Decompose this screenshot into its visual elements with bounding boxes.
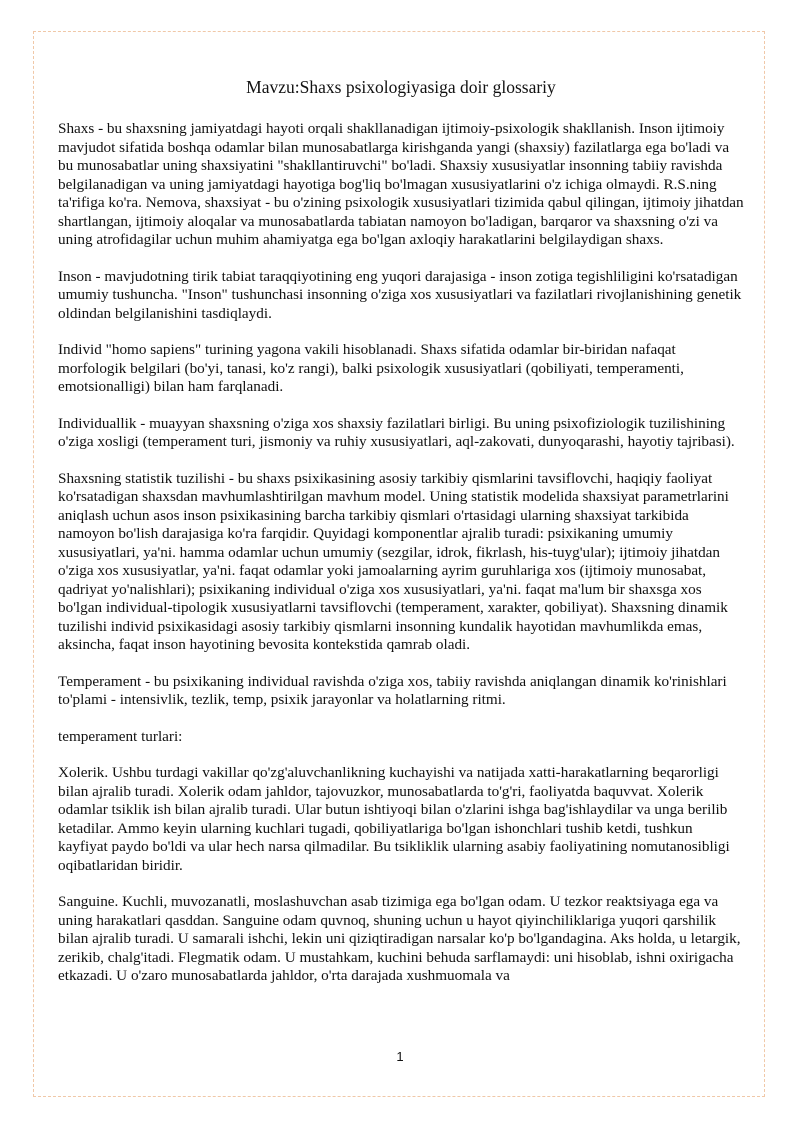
document-body: [58, 74, 744, 1004]
paragraph-individ: Individ "homo sapiens" turining yagona vakili hisoblanadi. Shaxs sifatida odamlar bir-biridan nafaqat morfologik belgilari (bo'yi, tanasi, ko'z rangi), balki psixologik xususiyatlari (qobiliyati, temperamenti, emotsionalligi) bilan ham farqlanadi.: [58, 341, 684, 395]
paragraph-individuallik: Individuallik - muayyan shaxsning o'ziga xos shaxsiy fazilatlari birligi. Bu uning psixofiziologik tuzilishining o'ziga xosligi (temperament turi, jismoniy va ruhiy xususiyatlari, aql-zakovati, dunyoqarashi, hayotiy tajribasi).: [58, 414, 735, 450]
paragraph-inson: Inson - mavjudotning tirik tabiat taraqqiyotining eng yuqori darajasiga - inson zotiga tegishliligini ko'rsatadigan umumiy tushuncha. "Inson" tushunchasi insonning o'ziga xos xususiyatlari va fazilatlari rivojlanishining genetik oldindan belgilanishini tasdiqlaydi.: [58, 267, 742, 322]
paragraph-sanguine: Sanguine. Kuchli, muvozanatli, moslashuvchan asab tizimiga ega bo'lgan odam. U tezkor reaktsiyaga ega va uning harakatlari qasddan. Sanguine odam quvnoq, shuning uchun u hayot qiyinchiliklariga yuqori qarshilik bilan ajralib turadi. U samarali ishchi, lekin uni qiziqtiradigan narsalar ko'p bo'lgandagina. Aks holda, u letargik, zerikib, chalg'itadi. Flegmatik odam. U mustahkam, kuchini behuda sarflamaydi: uni hisoblab, ishni oxirigacha etkazadi. U o'zaro munosabatlarda jahldor, o'rta darajada xushmuomala va: [58, 893, 741, 984]
page-number: 1: [396, 1049, 404, 1064]
paragraph-xolerik: Xolerik. Ushbu turdagi vakillar qo'zg'aluvchanlikning kuchayishi va natijada xatti-harakatlarning beqarorligi bilan ajralib turadi. Xolerik odam jahldor, tajovuzkor, munosabatlarda to'g'ri, faoliyatda baquvvat. Xolerik odamlar tsiklik ish bilan ajralib turadi. Ular butun ishtiyoqi bilan o'zlarini ishga bag'ishlaydilar va unga berilib ketadilar. Ammo keyin ularning kuchlari tugadi, qobiliyatlariga bo'lgan ishonchlari tushib ketdi, tushkun kayfiyat paydo bo'ldi va ular hech narsa qilmadilar. Bu tsikliklik ularning asabiy faoliyatining nomutanosibligi oqibatlaridan biridir.: [58, 764, 730, 874]
paragraph-statistik-tuzilish: Shaxsning statistik tuzilishi - bu shaxs psixikasining asosiy tarkibiy qismlarini tavsiflovchi, haqiqiy faoliyat ko'rsatadigan shaxsdan mavhumlashtirilgan mavhum model. Uning statistik modelida shaxsiyat parametrlarini aniqlash uchun asos inson psixikasining barcha tarkibiy qismlari o'rtasidagi ularning shaxsiyat tarkibida namoyon bo'lish darajasiga ko'ra farqidir. Quyidagi komponentlar ajralib turadi: psixikaning umumiy xususiyatlari, ya'ni. hamma odamlar uchun umumiy (sezgilar, idrok, fikrlash, his-tuyg'ular); ijtimoiy jihatdan o'ziga xos xususiyatlar, ya'ni. faqat odamlar yoki jamoalarning ayrim guruhlariga xos (ijtimoiy munosabat, qadriyat yo'nalishlari); psixikaning individual o'ziga xos xususiyatlari, ya'ni. faqat ma'lum bir shaxsga xos bo'lgan individual-tipologik xususiyatlarni tavsiflovchi (temperament, xarakter, qobiliyat). Shaxsning dinamik tuzilishi individ psixikasidagi asosiy tarkibiy qismlarni insonning kundalik hayotidan mavhumlikda emas, aksincha, faqat inson hayotining bevosita kontekstida qamrab oladi.: [58, 469, 729, 653]
paragraph-temperament-turlari: temperament turlari:: [58, 727, 183, 745]
paragraph-temperament: Temperament - bu psixikaning individual ravishda o'ziga xos, tabiiy ravishda aniqlangan dinamik ko'rinishlari to'plami - intensivlik, tezlik, temp, psixik jarayonlar va holatlarning ritmi.: [58, 672, 727, 708]
paragraph-shaxs: Shaxs - bu shaxsning jamiyatdagi hayoti orqali shakllanadigan ijtimoiy-psixologik shakllanish. Inson ijtimoiy mavjudot sifatida boshqa odamlar bilan munosabatlarga kirishganda yangi (shaxsiy) fazilatlarga ega bo'ladi va bu munosabatlar uning shaxsiyatini "shakllantiruvchi" bo'ladi. Shaxsiy xususiyatlar insonning tabiiy ravishda belgilanadigan va uning jamiyatdagi hayotiga bog'liq bo'lmagan xususiyatlarini o'z ichiga olmaydi. R.S.ning ta'rifiga ko'ra. Nemova, shaxsiyat - bu o'zining psixologik xususiyatlari tizimida qabul qilingan, ijtimoiy jihatdan shartlangan, ijtimoiy aloqalar va munosabatlarda tabiatan namoyon bo'ladigan, barqaror va shaxsning o'zi va uning atrofidagilar uchun muhim ahamiyatga ega bo'lgan axloqiy harakatlarini belgilaydigan shaxs.: [58, 120, 744, 248]
document-title: Mavzu:Shaxs psixologiyasiga doir glossariy: [246, 77, 556, 97]
